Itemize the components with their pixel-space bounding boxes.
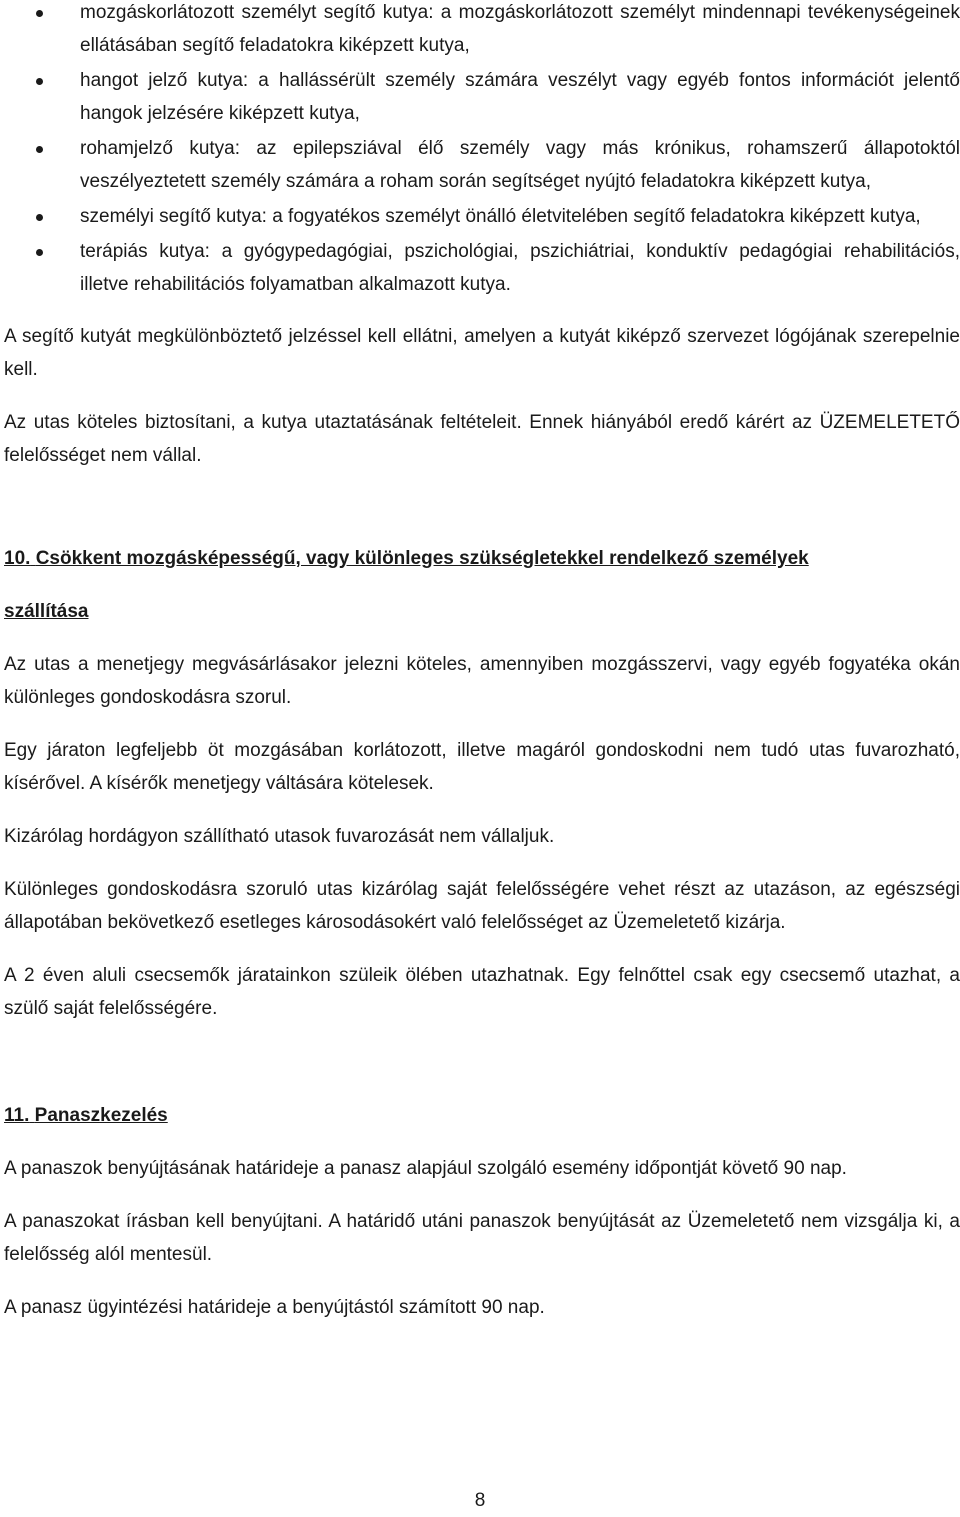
- paragraph: A panaszokat írásban kell benyújtani. A határidő utáni panaszok benyújtását az Üzemeletető nem vizsgálja ki, a felelősség alól mentesül.: [4, 1211, 960, 1265]
- paragraph: A segítő kutyát megkülönböztető jelzéssel kell ellátni, amelyen a kutyát kiképző szervezet lógójának szerepelnie kell.: [4, 326, 960, 380]
- list-item: [4, 0, 960, 62]
- list-item-text: mozgáskorlátozott személyt segítő kutya: a mozgáskorlátozott személyt mindennapi tevékenységeinek ellátásában segítő feladatokra kiképzett kutya,: [80, 2, 960, 56]
- section-10-heading-cont: szállítása: [4, 601, 89, 622]
- paragraph: Különleges gondoskodásra szoruló utas kizárólag saját felelősségére vehet részt az utazáson, az egészségi állapotában bekövetkező esetleges károsodásokért való felelősséget az Üzemeletető kizárja.: [4, 879, 960, 933]
- list-item: [4, 64, 960, 130]
- page-number: 8: [474, 1490, 486, 1511]
- section-number: 10.: [4, 548, 31, 569]
- paragraph: A panaszok benyújtásának határideje a panasz alapjául szolgáló esemény időpontját követő 90 nap.: [4, 1158, 847, 1179]
- list-item-text: rohamjelző kutya: az epilepsziával élő személy vagy más krónikus, rohamszerű állapotoktól veszélyeztetett személy számára a roham során segítséget nyújtó feladatokra kiképzett kutya,: [80, 138, 960, 192]
- bullet-icon: [36, 78, 43, 85]
- assistance-dog-list: [4, 0, 960, 301]
- section-11-heading: [4, 1099, 960, 1132]
- paragraph: Az utas köteles biztosítani, a kutya utaztatásának feltételeit. Ennek hiányából eredő kárért az ÜZEMELETETŐ felelősséget nem vállal.: [4, 412, 960, 466]
- section-title: Csökkent mozgásképességű, vagy különleges szükségletekkel rendelkező személyek: [35, 548, 809, 569]
- list-item-text: terápiás kutya: a gyógypedagógiai, pszichológiai, pszichiátriai, konduktív pedagógiai rehabilitációs, illetve rehabilitációs folyamatban alkalmazott kutya.: [80, 241, 960, 295]
- section-title: Panaszkezelés: [34, 1105, 168, 1126]
- paragraph: Kizárólag hordágyon szállítható utasok fuvarozását nem vállaljuk.: [4, 826, 555, 847]
- list-item: [4, 235, 960, 301]
- bullet-icon: [36, 214, 43, 221]
- bullet-icon: [36, 249, 43, 256]
- paragraph: A panasz ügyintézési határideje a benyújtástól számított 90 nap.: [4, 1297, 545, 1318]
- paragraph: Egy járaton legfeljebb öt mozgásában korlátozott, illetve magáról gondoskodni nem tudó utas fuvarozható, kísérővel. A kísérők menetjegy váltására kötelesek.: [4, 740, 960, 794]
- list-item: [4, 200, 960, 233]
- section-number: 11.: [4, 1105, 30, 1126]
- bullet-icon: [36, 146, 43, 153]
- list-item-text: személyi segítő kutya: a fogyatékos személyt önálló életvitelében segítő feladatokra kiképzett kutya,: [80, 206, 921, 227]
- list-item-text: hangot jelző kutya: a hallássérült személy számára veszélyt vagy egyéb fontos információt jelentő hangok jelzésére kiképzett kutya,: [80, 70, 960, 124]
- section-10-heading: [4, 542, 960, 575]
- bullet-icon: [36, 10, 43, 17]
- paragraph: Az utas a menetjegy megvásárlásakor jelezni köteles, amennyiben mozgásszervi, vagy egyéb fogyatéka okán különleges gondoskodásra szorul.: [4, 654, 960, 708]
- list-item: [4, 132, 960, 198]
- paragraph: A 2 éven aluli csecsemők járatainkon szüleik ölében utazhatnak. Egy felnőttel csak egy csecsemő utazhat, a szülő saját felelősségére.: [4, 965, 960, 1019]
